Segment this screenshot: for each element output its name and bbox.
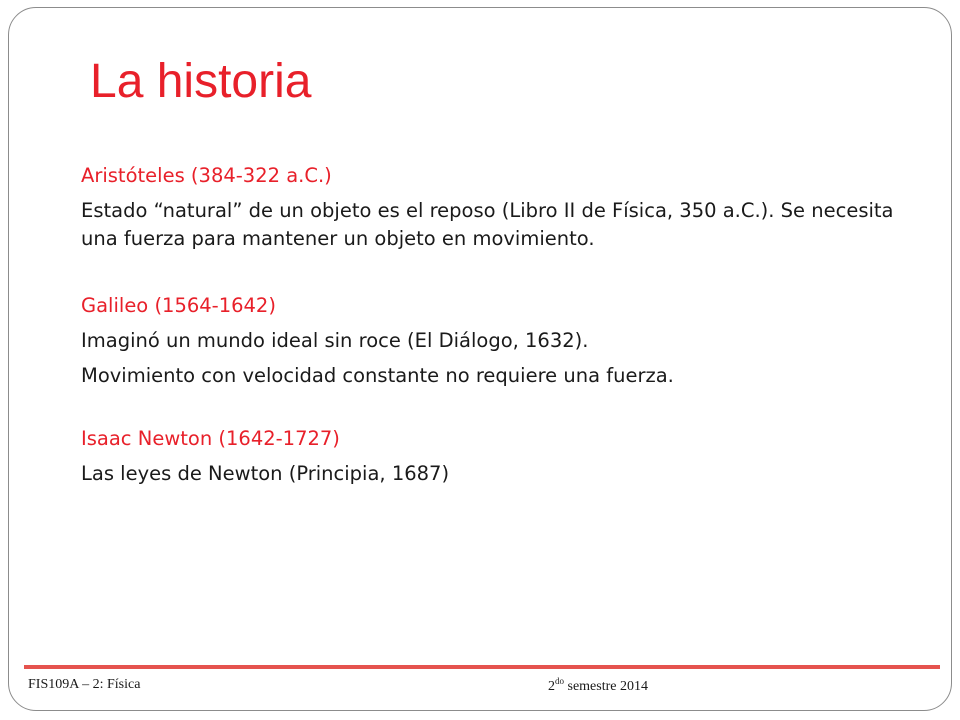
section-text-aristoteles: Estado “natural” de un objeto es el reposo (Libro II de Física, 350 a.C.). Se necesita una fuerza para mantener un objeto en movimiento. [81, 199, 894, 250]
footer-divider [24, 665, 940, 669]
spacer [81, 397, 911, 425]
spacer [81, 260, 911, 292]
section-heading-aristoteles: Aristóteles (384-322 a.C.) [81, 164, 332, 187]
semester-suffix: do [555, 676, 564, 686]
section-heading-galileo: Galileo (1564-1642) [81, 294, 276, 317]
footer-semester [548, 676, 648, 695]
slide-title: La historia [90, 55, 312, 108]
section-text-galileo-2: Movimiento con velocidad constante no requiere una fuerza. [81, 364, 674, 387]
section-heading-newton: Isaac Newton (1642-1727) [81, 427, 340, 450]
semester-text: semestre 2014 [564, 679, 648, 694]
footer-course: FIS109A – 2: Física [28, 677, 141, 692]
section-text-galileo-1: Imaginó un mundo ideal sin roce (El Diálogo, 1632). [81, 329, 589, 352]
section-text-newton: Las leyes de Newton (Principia, 1687) [81, 462, 450, 485]
slide-body [81, 162, 911, 495]
semester-number: 2 [548, 679, 555, 694]
